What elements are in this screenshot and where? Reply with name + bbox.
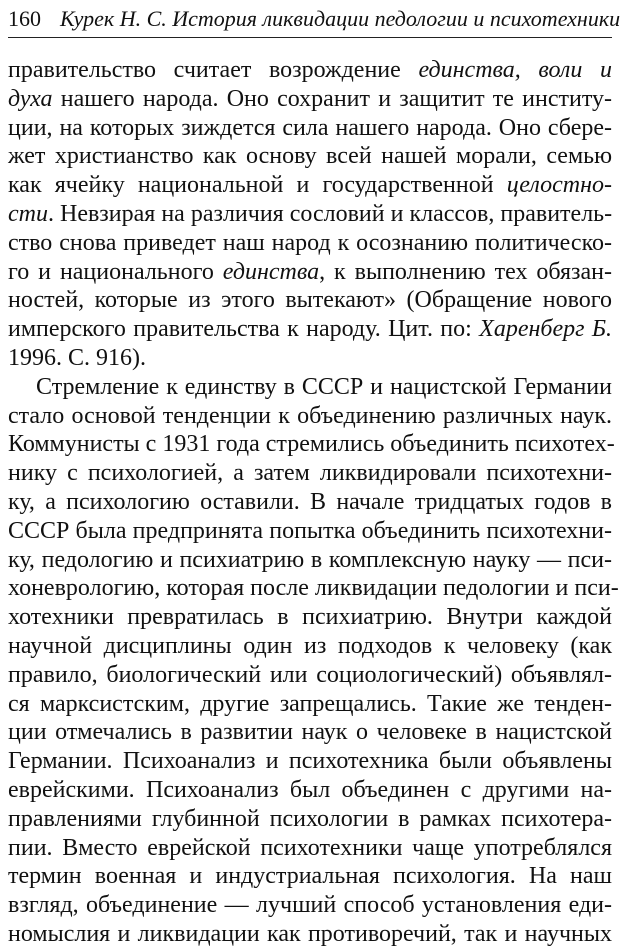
- text-line: [8, 402, 612, 431]
- paragraph-continuation: [8, 56, 612, 373]
- page-number: 160: [8, 6, 41, 31]
- text-line: [8, 834, 612, 863]
- text-span: Германии. Психоанализ и психотехника были объявлены: [8, 748, 612, 775]
- italic-span: Харенберг Б.: [479, 316, 612, 343]
- text-span: правительство считает возрождение: [8, 57, 419, 83]
- text-line: [8, 574, 619, 603]
- paragraph: [8, 373, 619, 949]
- text-span: хотехники превратилась в психиатрию. Внутри каждой: [8, 604, 612, 631]
- text-span: Коммунисты с 1931 года стремились объединить психотех-: [8, 431, 615, 458]
- body-text: [8, 56, 619, 949]
- text-line: [8, 891, 612, 920]
- text-span: пии. Вместо еврейской психотехники чаще употреблялся: [8, 834, 612, 861]
- italic-span: единства: [222, 258, 320, 285]
- text-line: [8, 920, 612, 949]
- text-span: имперского правительства к народу. Цит. по:: [8, 316, 480, 343]
- text-line: [8, 315, 612, 344]
- text-line: [8, 776, 612, 805]
- text-span: взгляд, объединение — лучший способ установления еди-: [8, 892, 612, 919]
- text-line: [8, 286, 612, 315]
- text-span: ку, а психологию оставили. В начале тридцатых годов в: [8, 488, 612, 515]
- text-line: [8, 171, 612, 200]
- text-line: [8, 85, 612, 114]
- text-span: хоневрологию, которая после ликвидации педологии и пси-: [8, 575, 619, 602]
- text-line: [8, 229, 612, 258]
- text-span: . Невзирая на различия сословий и классов, правитель-: [47, 200, 613, 227]
- text-line: [8, 56, 612, 85]
- text-line: [8, 603, 612, 632]
- text-line: [8, 344, 612, 373]
- italic-span: духа: [8, 85, 53, 112]
- text-span: правлениями глубинной психологии в рамках психотера-: [8, 805, 612, 832]
- text-span: СССР была предпринята попытка объединить психотехни-: [8, 517, 612, 544]
- text-line: [8, 747, 612, 776]
- text-span: ся марксистским, другие запрещались. Такие же тенден-: [8, 690, 612, 717]
- running-head-title: Курек Н. С. История ликвидации педологии и психотехники: [60, 6, 620, 31]
- running-header: [8, 4, 620, 38]
- text-span: ство снова приведет наш народ к осознанию политическо-: [8, 229, 612, 256]
- text-line: [8, 142, 612, 171]
- text-line: [8, 632, 612, 661]
- text-span: номыслия и ликвидации как противоречий, так и научных: [8, 920, 612, 947]
- italic-span: целостно-: [506, 172, 612, 199]
- text-span: ностей, которые из этого вытекают» (Обращение нового: [8, 287, 612, 314]
- text-span: правило, биологический или социологический) объявлял-: [8, 661, 612, 688]
- text-line: [8, 517, 612, 546]
- text-line: [8, 661, 612, 690]
- text-line: [8, 488, 612, 517]
- text-span: го и национального: [8, 258, 223, 285]
- text-span: Стремление к единству в СССР и нацистской Германии: [36, 373, 612, 400]
- text-span: нику с психологией, а затем ликвидировали психотехни-: [8, 460, 612, 487]
- text-line: [8, 258, 612, 287]
- text-span: нашего народа. Оно сохранит и защитит те институ-: [52, 85, 612, 112]
- text-span: жет христианство как основу всей нашей морали, семью: [8, 143, 612, 170]
- text-span: термин военная и индустриальная психология. На наш: [8, 863, 612, 890]
- text-line: [8, 718, 612, 747]
- text-line: [8, 862, 612, 891]
- italic-span: единства, воли и: [418, 57, 613, 83]
- text-span: , к выполнению тех обязан-: [319, 258, 612, 285]
- text-line: [8, 430, 615, 459]
- text-line: [8, 114, 612, 143]
- text-line: [8, 459, 612, 488]
- text-line: [8, 546, 612, 575]
- italic-span: сти: [8, 200, 48, 227]
- text-span: еврейскими. Психоанализ был объединен с другими на-: [8, 776, 612, 803]
- text-span: ку, педологию и психиатрию в комплексную науку — пси-: [8, 546, 612, 573]
- text-line: [8, 373, 612, 402]
- text-line: [8, 690, 612, 719]
- text-span: научной дисциплины один из подходов к человеку (как: [8, 632, 612, 659]
- text-span: как ячейку национальной и государственной: [8, 172, 507, 199]
- text-span: ции отмечались в развитии наук о человеке в нацистской: [8, 719, 612, 746]
- text-line: [8, 805, 612, 834]
- text-span: 1996. С. 916).: [8, 344, 146, 371]
- text-line: [8, 200, 612, 229]
- text-span: стало основой тенденции к объединению различных наук.: [8, 402, 612, 429]
- text-span: ции, на которых зиждется сила нашего народа. Оно сбере-: [8, 114, 612, 141]
